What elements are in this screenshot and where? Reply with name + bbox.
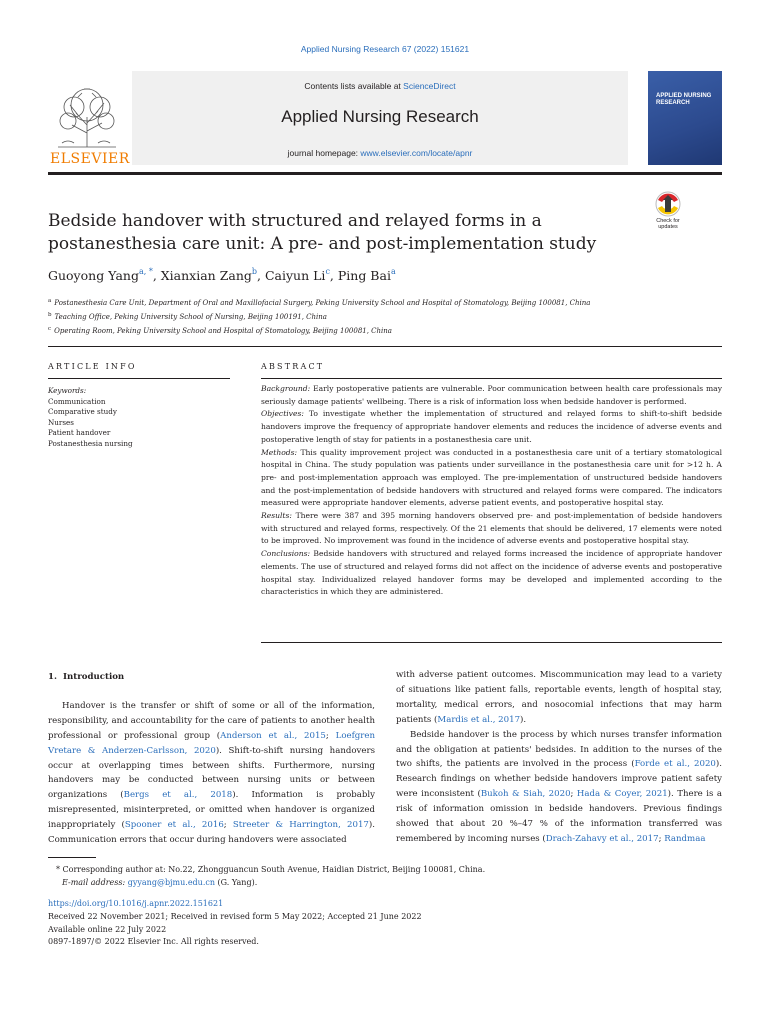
citation-link[interactable]: Forde et al., 2020 [634,759,716,770]
body-text-run: ; [658,833,665,844]
journal-header [48,71,722,175]
divider [261,642,722,643]
abstract-section: Background: Early postoperative patients are vulnerable. Poor communication between health care professionals may seriously damage patients' wellbeing. There is a risk of information loss when bedside handover is performed. [261,384,722,406]
body-paragraph [396,668,722,728]
journal-title-box [132,71,628,165]
abstract-section: Results: There were 387 and 395 morning handovers observed pre- and post-implementation of bedside handovers with structured and relayed forms, respectively. Of the 21 elements that should be delivered, 17 elements were noted to be improved. No improvement was found in the incidence of adverse events and postoperative hospital stay. [261,511,723,546]
abstract-section: Conclusions: Bedside handovers with structured and relayed forms increased the incidence of appropriate handover elements. The use of structured and relayed forms did not affect on the incidence of adverse events and postoperative hospital stay. Individualized relayed handover forms may be developed and implemented according to the characteristics in which they are administered. [261,549,722,597]
abstract-section: Methods: This quality improvement project was conducted in a postanesthesia care unit of a tertiary stomatological hospital in China. The study population was patients under surveillance in the postanesthesia care unit for >12 h. A pre- and post-implementation approach was employed. The pre-implementation of unstructured bedside handovers and the post-implementation of bedside handovers with structured and relayed forms were compared. The indicators measured were appropriate handover elements, adverse patient events, and postoperative hospital stay. [261,447,722,508]
citation-link[interactable]: Spooner et al., 2016 [124,820,224,831]
citation-link[interactable]: Drach-Zahavy et al., 2017 [545,833,659,844]
sciencedirect-link[interactable]: ScienceDirect [403,81,456,91]
affiliation-item: $^c$ Operating Room, Peking University School and Hospital of Stomatology, Beijing 100081, China [48,326,392,335]
citation-link[interactable]: Bergs et al., 2018 [123,790,233,801]
homepage-link[interactable]: www.elsevier.com/locate/apnr [360,148,473,158]
body-text-run: ). [520,714,527,725]
online-date: Available online 22 July 2022 [48,924,167,934]
body-text-run: ). Information is probably misrepresented, misinterpreted, or omitted when handover is organized inappropriately ( [48,790,375,831]
abstract-heading: ABSTRACT [261,362,325,371]
divider [48,346,722,347]
affiliation-item: $^a$ Postanesthesia Care Unit, Department of Oral and Maxillofacial Surgery, Peking University School and Hospital of Stomatology, Beijing 100081, China [48,298,591,307]
keyword: Patient handover [48,428,111,437]
body-text-run: with adverse patient outcomes. Miscommunication may lead to a variety of situations like patient falls, reportable events, length of hospital stay, mortality, medical errors, and nosocomial infections that may harm patients ( [396,670,722,725]
section-heading: 1. Introduction [48,672,125,682]
journal-cover-image [648,71,722,165]
keywords-block [48,386,230,449]
email-suffix: (G. Yang). [215,877,258,887]
body-paragraph [48,699,375,848]
citation-link[interactable]: Hada & Coyer, 2021 [576,789,668,800]
author-affil-mark[interactable]: a [390,267,396,276]
author-name: Caiyun Li [264,268,326,283]
body-text-run: ; [223,820,233,831]
cover-title: APPLIED NURSING RESEARCH [656,93,712,106]
body-text-run: Bedside handover is the process by which nurses transfer information and the obligation at patients' bedsides. In addition to the nurses of the two shifts, the patients are involved in the process ( [396,729,722,770]
affiliations [48,295,688,337]
author-name: Guoyong Yang [48,268,139,283]
journal-title: Applied Nursing Research [281,107,479,126]
header-rule [48,172,722,175]
body-paragraph [396,728,722,847]
article-info-heading: ARTICLE INFO [48,362,137,371]
author-name: Ping Bai [337,268,391,283]
body-column-left [48,670,375,848]
citation-link[interactable]: Randmaa [664,833,706,844]
contents-line: Contents lists available at ScienceDirect [304,81,456,91]
article-title: Bedside handover with structured and relayed forms in a postanesthesia care unit: A pre- and post-implementation study [48,211,597,254]
citation-link[interactable]: Loefgren Vretare & Anderzen-Carlsson, 2020 [48,730,375,756]
citation-link[interactable]: Mardis et al., 2017 [437,714,521,725]
email-label: E-mail address: [62,877,126,887]
author-affil-mark[interactable]: c [325,267,330,276]
author-affil-mark[interactable]: b [251,267,258,276]
divider [261,378,722,379]
body-text-run: ). There is a risk of information omission in bedside handovers. Previous findings showed that about 20 %–47 % of the information transferred was remembered by incoming nurses ( [396,789,722,844]
body-text-run: ). Shift-to-shift nursing handovers occur at overlapping times between shifts. Furthermore, nursing handovers may be conducted between nursing units or between organizations ( [48,745,375,801]
body-text-run: ; [570,789,577,800]
journal-reference[interactable]: Applied Nursing Research 67 (2022) 151621 [300,44,470,54]
author-list: Guoyong Yang$^{a, *}$, Xianxian Zang$^b$, Caiyun Li$^c$, Ping Bai$^a$ [48,267,396,283]
email-link[interactable]: gyyang@bjmu.edu.cn [127,877,216,887]
author-name: Xianxian Zang [160,268,252,283]
corresponding-author-note: * Corresponding author at: No.22, Zhongguancun South Avenue, Haidian District, Beijing 100081, China. [56,865,486,874]
keywords-label: Keywords: [48,386,87,395]
check-for-updates-label: Check for updates [656,218,680,230]
copyright: 0897-1897/© 2022 Elsevier Inc. All rights reserved. [48,937,259,947]
publisher-wordmark: ELSEVIER [50,151,130,167]
body-text-run: Handover is the transfer or shift of some or all of the information, responsibility, and accountability for the care of patients to another health professional or professional group ( [48,700,375,741]
citation-link[interactable]: Streeter & Harrington, 2017 [232,820,369,831]
keyword: Communication [48,396,106,406]
keyword: Comparative study [48,407,117,416]
footnote-rule [48,857,96,858]
body-text-run: ). Communication errors that occur during handovers were associated [48,820,375,846]
abstract-section: Objectives: To investigate whether the implementation of structured and relayed forms to shift-to-shift bedside handovers improve the frequency of appropriate handover elements and reduces the incidence of adverse events and postoperative length of stay for patients in a postanesthesia care unit. [261,409,722,444]
divider [48,378,230,379]
body-column-right [396,668,722,847]
keyword: Postanesthesia nursing [48,438,133,448]
body-text-run: ). Research findings on whether bedside handovers improve patient safety were inconsistent ( [396,759,722,800]
keyword: Nurses [48,417,74,427]
citation-link[interactable]: Anderson et al., 2015 [220,730,326,741]
affiliation-item: $^b$ Teaching Office, Peking University School of Nursing, Beijing 100191, China [48,312,327,321]
doi-link[interactable]: https://doi.org/10.1016/j.apnr.2022.151621 [48,899,224,908]
abstract-body [261,383,722,599]
author-affil-mark[interactable]: a, * [138,267,153,276]
citation-link[interactable]: Bukoh & Siah, 2020 [480,789,571,800]
article-dates: Received 22 November 2021; Received in revised form 5 May 2022; Accepted 21 June 2022 [48,911,422,921]
corresponding-author-footnote [48,864,722,890]
publication-info [48,898,722,949]
body-text-run: ; [325,730,336,741]
homepage-line: journal homepage: www.elsevier.com/locate/apnr [287,148,473,158]
